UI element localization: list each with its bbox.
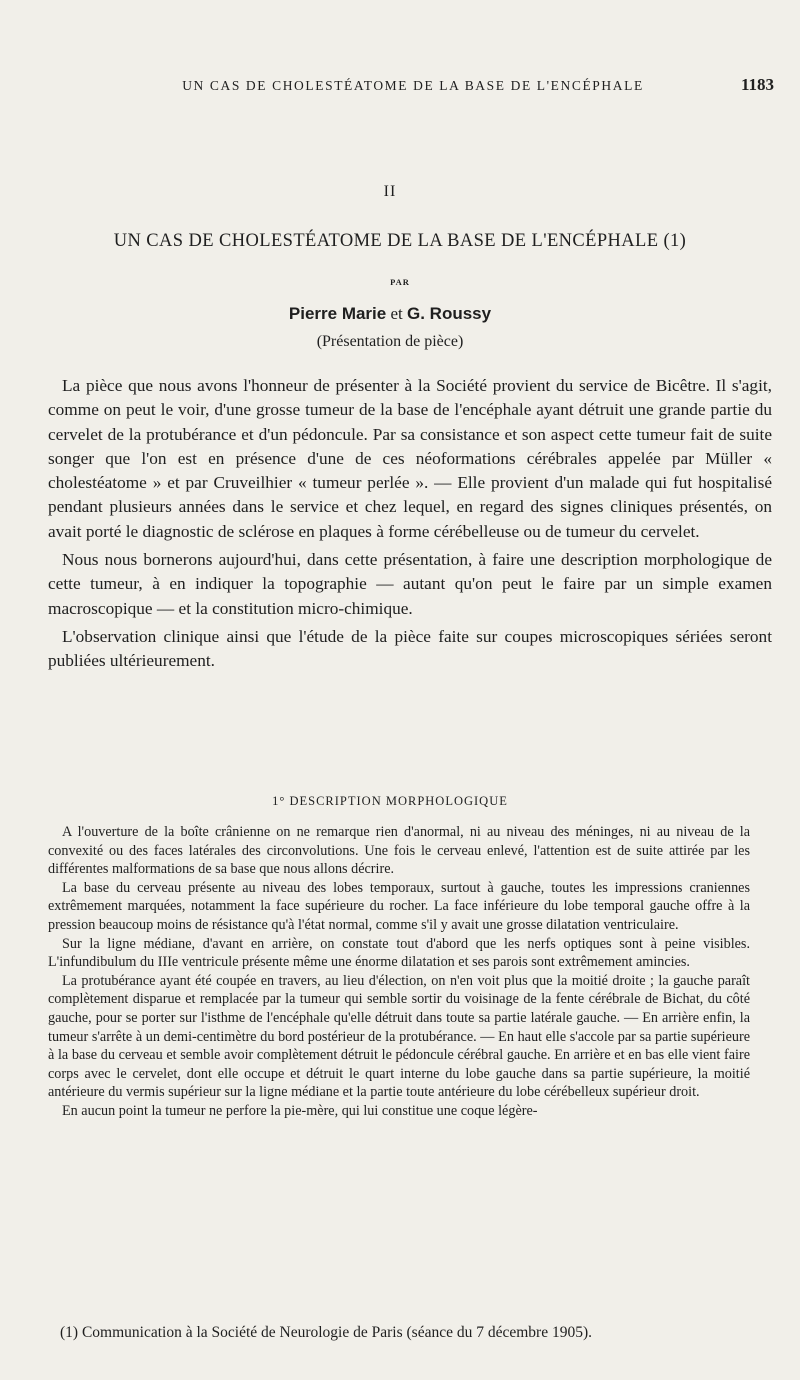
intro-text xyxy=(48,374,772,674)
footnote: (1) Communication à la Société de Neurologie de Paris (séance du 7 décembre 1905). xyxy=(60,1324,592,1341)
paragraph: Sur la ligne médiane, d'avant en arrière, on constate tout d'abord que les nerfs optiques sont à peine visibles. L'infundibulum du IIIe ventricule présente même une énorme dilatation et ses parois sont extrêmement amincies. xyxy=(48,935,750,971)
section-numeral: II xyxy=(383,183,397,200)
paragraph: Nous nous bornerons aujourd'hui, dans cette présentation, à faire une description morphologique de cette tumeur, à en indiquer la topographie — autant qu'on peut le faire par un simple examen macroscopique — et la constitution micro-chimique. xyxy=(48,550,772,618)
paragraph: L'observation clinique ainsi que l'étude de la pièce faite sur coupes microscopiques sériées seront publiées ultérieurement. xyxy=(48,626,772,671)
running-head: UN CAS DE CHOLESTÉATOME DE LA BASE DE L'ENCÉPHALE xyxy=(182,78,644,93)
authors xyxy=(0,304,780,324)
page-number: 1183 xyxy=(740,75,774,94)
paragraph: La base du cerveau présente au niveau des lobes temporaux, surtout à gauche, toutes les impressions craniennes extrêmement marquées, notamment la face supérieure du rocher. La face inférieure du lobe temporal gauche offre à la pression beaucoup moins de résistance qu'à l'état normal, comme s'il y avait une grosse dilatation ventriculaire. xyxy=(48,879,750,933)
description-text xyxy=(48,823,750,1121)
subtitle: (Présentation de pièce) xyxy=(316,333,464,350)
section-heading: 1° DESCRIPTION MORPHOLOGIQUE xyxy=(272,794,508,808)
author-connector: et xyxy=(386,304,408,323)
author-1: Pierre Marie xyxy=(288,304,387,323)
author-2: G. Roussy xyxy=(407,304,492,323)
paragraph: La protubérance ayant été coupée en travers, au lieu d'élection, on n'en voit plus que la moitié droite ; la gauche paraît complètement disparue et remplacée par la tumeur qui semble sortir du voisinage de la fente cérébrale de Bichat, du côté gauche, pour se porter sur l'isthme de l'encéphale qu'elle détruit dans toute sa partie latérale gauche. — En arrière enfin, la tumeur s'arrête à un demi-centimètre du bord postérieur de la protubérance. — En haut elle s'accole par sa partie supérieure à la base du cerveau et semble avoir complètement détruit le pédoncule cérébral gauche. En arrière et en bas elle vient faire corps avec le cervelet, dont elle occupe et détruit le quart interne du lobe gauche dans sa partie supérieure, la moitié antérieure du vermis supérieur sur la ligne médiane et la partie toute antérieure du lobe cérébelleux supérieur droit. xyxy=(48,972,750,1101)
article-title: UN CAS DE CHOLESTÉATOME DE LA BASE DE L'ENCÉPHALE (1) xyxy=(113,231,687,251)
paragraph: En aucun point la tumeur ne perfore la pie-mère, qui lui constitue une coque légère- xyxy=(62,1102,538,1119)
paragraph: A l'ouverture de la boîte crânienne on ne remarque rien d'anormal, ni au niveau des méninges, ni au niveau de la convexité ou des faces latérales des circonvolutions. Une fois le cerveau enlevé, l'attention est de suite attirée par les différentes malformations de sa base que nous allons décrire. xyxy=(48,824,750,878)
by-label: PAR xyxy=(390,277,410,287)
paragraph: La pièce que nous avons l'honneur de présenter à la Société provient du service de Bicêtre. Il s'agit, comme on peut le voir, d'une grosse tumeur de la base de l'encéphale ayant détruit une grande partie du cervelet de la protubérance et d'un pédoncule. Par sa consistance et son aspect cette tumeur fait de suite songer que l'on est en présence d'une de ces néoformations cérébrales appelée par Müller « cholestéatome » et par Cruveilhier « tumeur perlée ». — Elle provient d'un malade qui fut hospitalisé pendant plusieurs années dans le service et chez lequel, en regard des signes cliniques présentés, on avait porté le diagnostic de sclérose en plaques à forme cérébelleuse ou de tumeur du cervelet. xyxy=(48,376,772,541)
